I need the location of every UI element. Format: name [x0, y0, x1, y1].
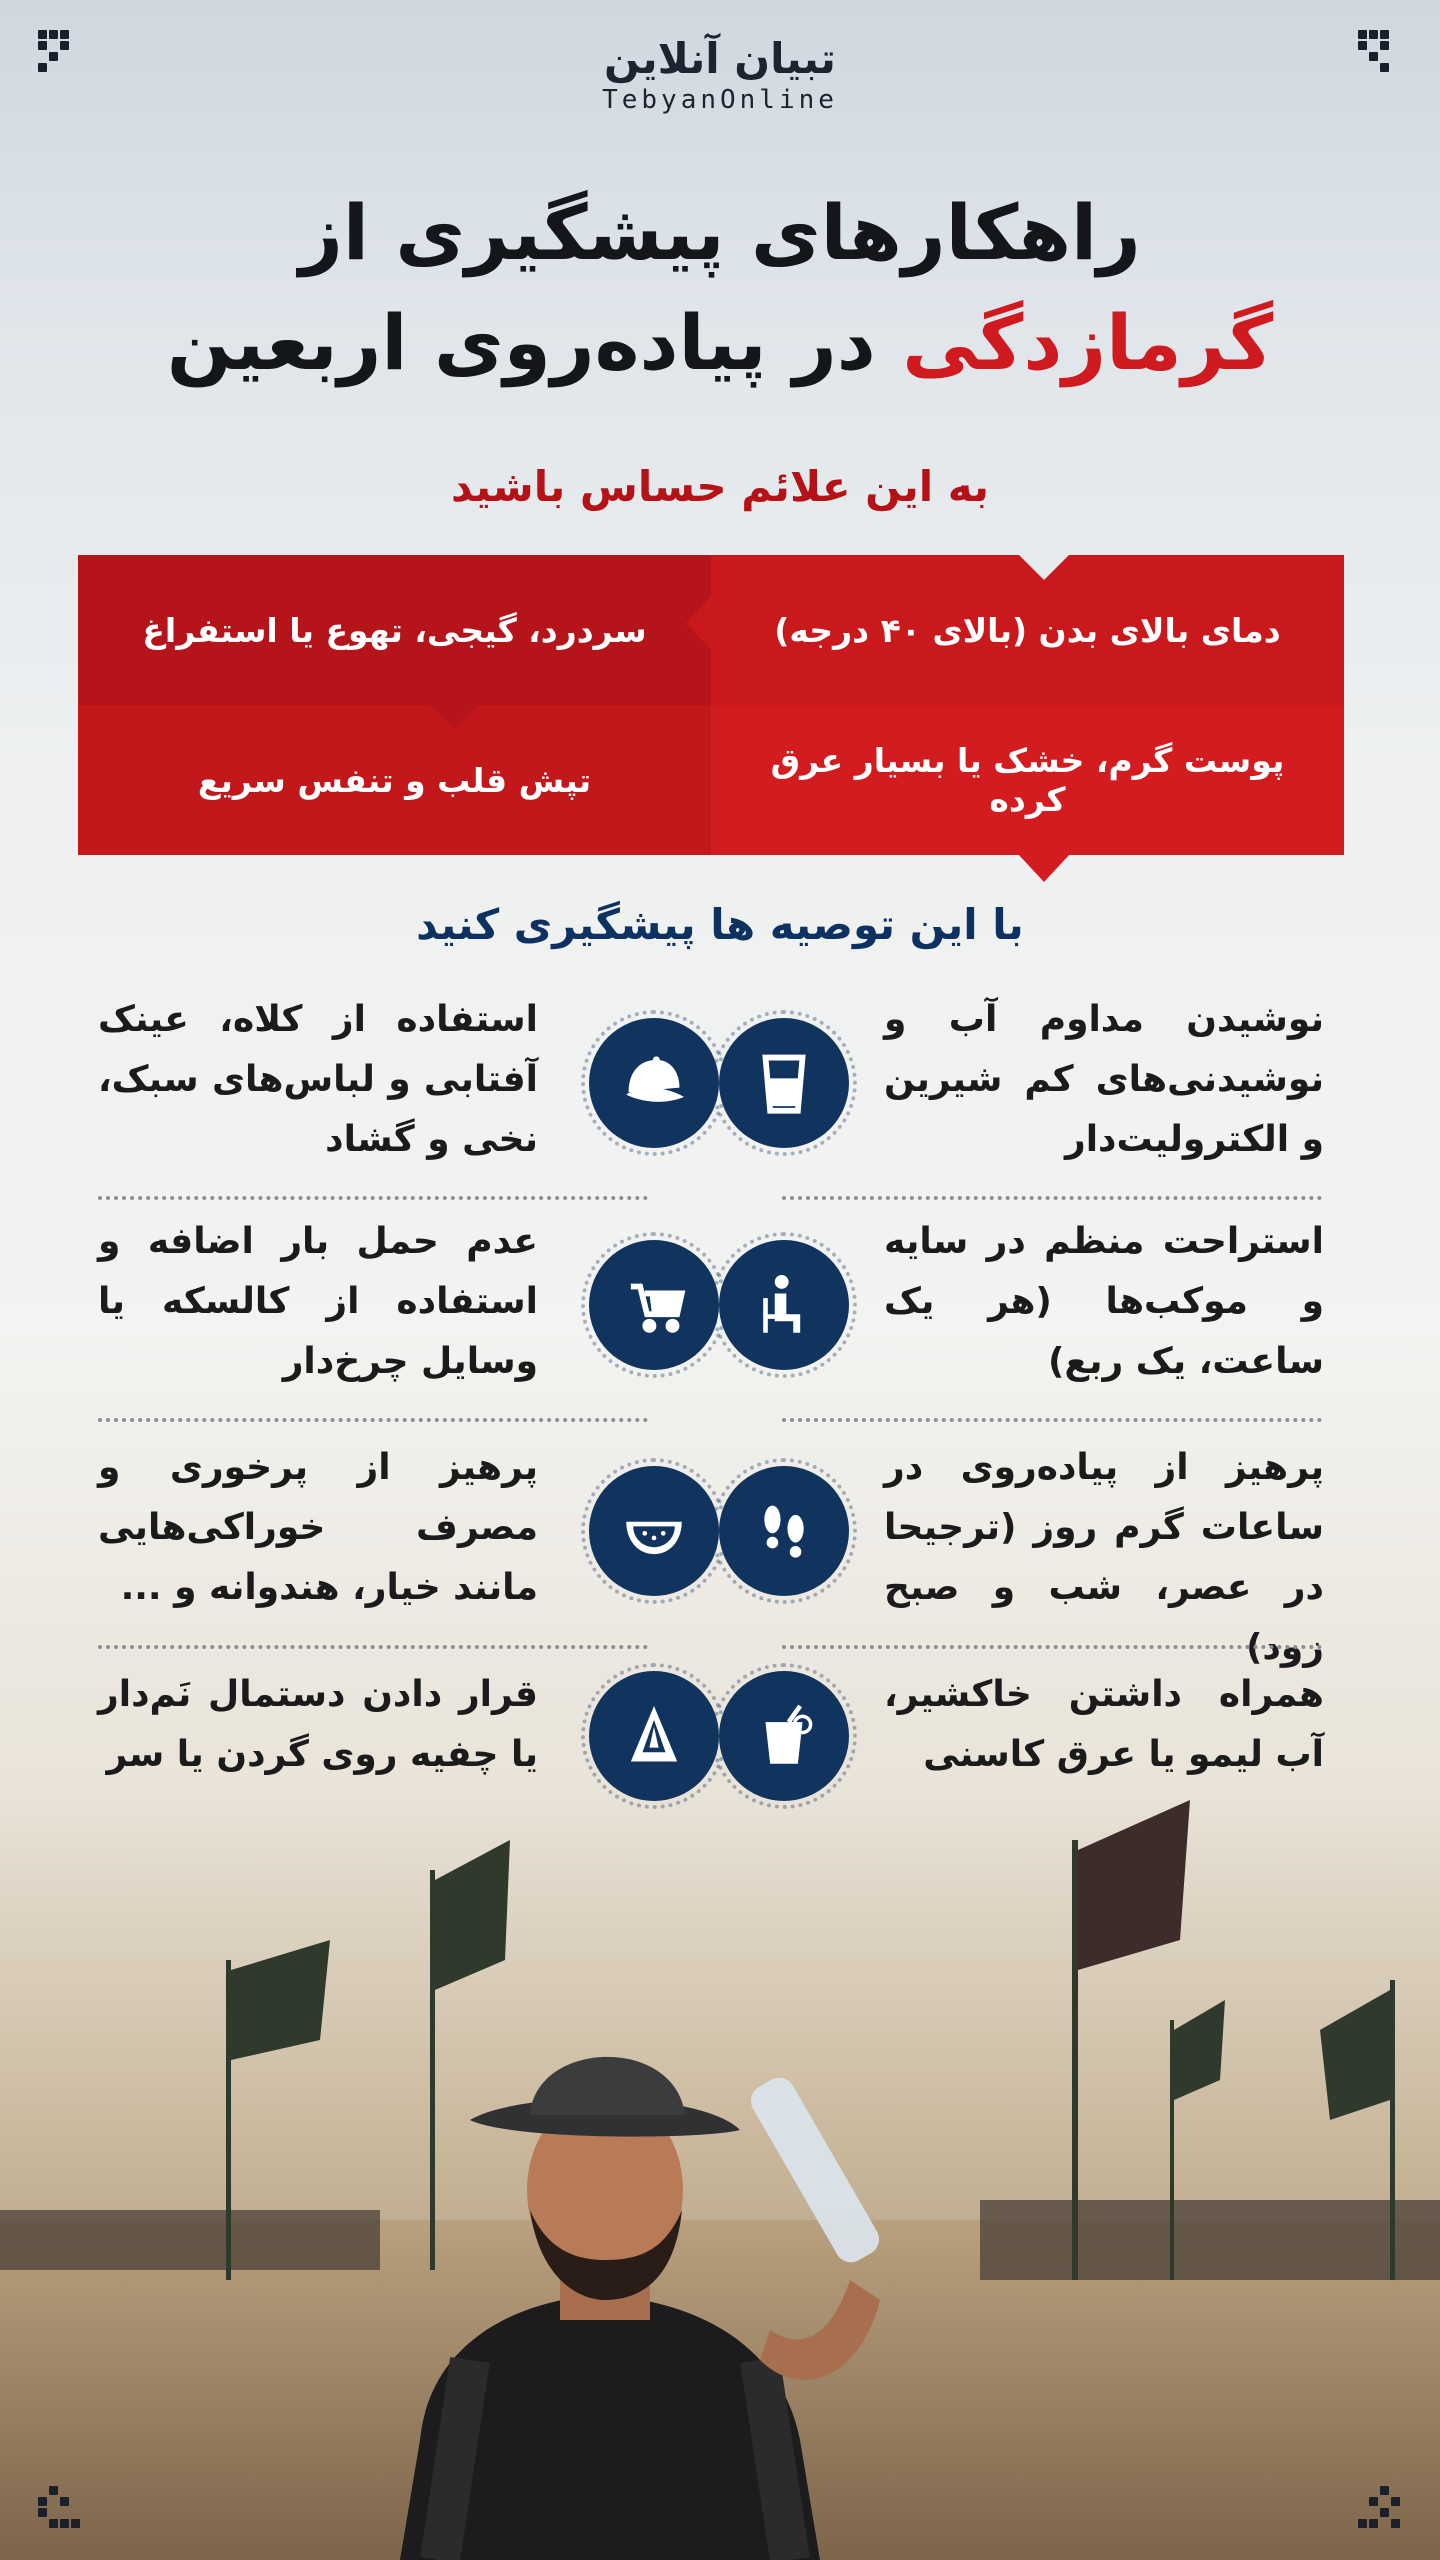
sign-notch-center	[428, 703, 480, 729]
corner-pattern-bottom-right	[1358, 2486, 1402, 2530]
hat-crown	[530, 2057, 685, 2115]
title-line-2-rest: در پیاده‌روی اربعین	[166, 298, 876, 387]
sign-notch-top	[1018, 554, 1070, 580]
page-title	[0, 178, 1440, 398]
tip-divider	[782, 1418, 1322, 1422]
tip-divider	[782, 1645, 1322, 1649]
tip-row-2	[78, 1212, 1344, 1412]
sign-item-3: پوست گرم، خشک یا بسیار عرق کرده	[711, 705, 1344, 855]
water-glass-icon	[719, 1018, 849, 1148]
tip-item: استفاده از کلاه، عینک آفتابی و لباس‌های سبک، نخی و گشاد	[98, 999, 538, 1160]
sign-item-1: دمای بالای بدن (بالای ۴۰ درجه)	[711, 555, 1344, 705]
tip-divider	[98, 1418, 648, 1422]
tip-item: استراحت منظم در سایه و موکب‌ها (هر یک ساعت، یک ربع)	[884, 1221, 1324, 1382]
tip-item: قرار دادن دستمال نَم‌دار یا چفیه روی گردن یا سر	[98, 1674, 538, 1775]
sign-notch-middle	[686, 595, 712, 651]
tip-item: پرهیز از پرخوری و مصرف خوراکی‌هایی مانند خیار، هندوانه و ...	[98, 1447, 538, 1608]
title-line-2	[0, 288, 1440, 398]
signs-heading: به این علائم حساس باشید	[451, 462, 989, 511]
brand-logo	[0, 34, 1440, 115]
signs-grid	[78, 555, 1344, 855]
tip-divider	[98, 1645, 648, 1649]
pilgrim-scene-illustration	[0, 1740, 1440, 2560]
tip-divider	[98, 1196, 648, 1200]
stroller-icon	[589, 1240, 719, 1370]
tip-item: نوشیدن مداوم آب و نوشیدنی‌های کم شیرین و الکترولیت‌دار	[884, 999, 1324, 1160]
tip-item: پرهیز از پیاده‌روی در ساعات گرم روز (ترجیحا در عصر، شب و صبح زود)	[884, 1447, 1324, 1668]
cap-icon	[589, 1018, 719, 1148]
tip-item: عدم حمل بار اضافه و استفاده از کالسکه یا وسایل چرخ‌دار	[98, 1221, 538, 1382]
brand-name-en: TebyanOnline	[602, 85, 838, 115]
watermelon-icon	[589, 1466, 719, 1596]
sign-item-4: تپش قلب و تنفس سریع	[78, 705, 711, 855]
footprints-icon	[719, 1466, 849, 1596]
prevention-heading: با این توصیه ها پیشگیری کنید	[416, 900, 1024, 949]
brand-name-fa: تبیان آنلاین	[604, 34, 836, 83]
sitting-person-icon	[719, 1240, 849, 1370]
title-line-1: راهکارهای پیشگیری از	[299, 188, 1141, 277]
corner-pattern-bottom-left	[38, 2486, 82, 2530]
tip-row-1	[78, 990, 1344, 1190]
title-highlight: گرمازدگی	[902, 298, 1274, 387]
sign-notch-bottom	[1018, 854, 1070, 882]
tip-divider	[782, 1196, 1322, 1200]
tip-row-3	[78, 1438, 1344, 1668]
sign-item-2: سردرد، گیجی، تهوع یا استفراغ	[78, 555, 711, 705]
tip-item: همراه داشتن خاکشیر، آب لیمو یا عرق کاسنی	[884, 1674, 1324, 1775]
